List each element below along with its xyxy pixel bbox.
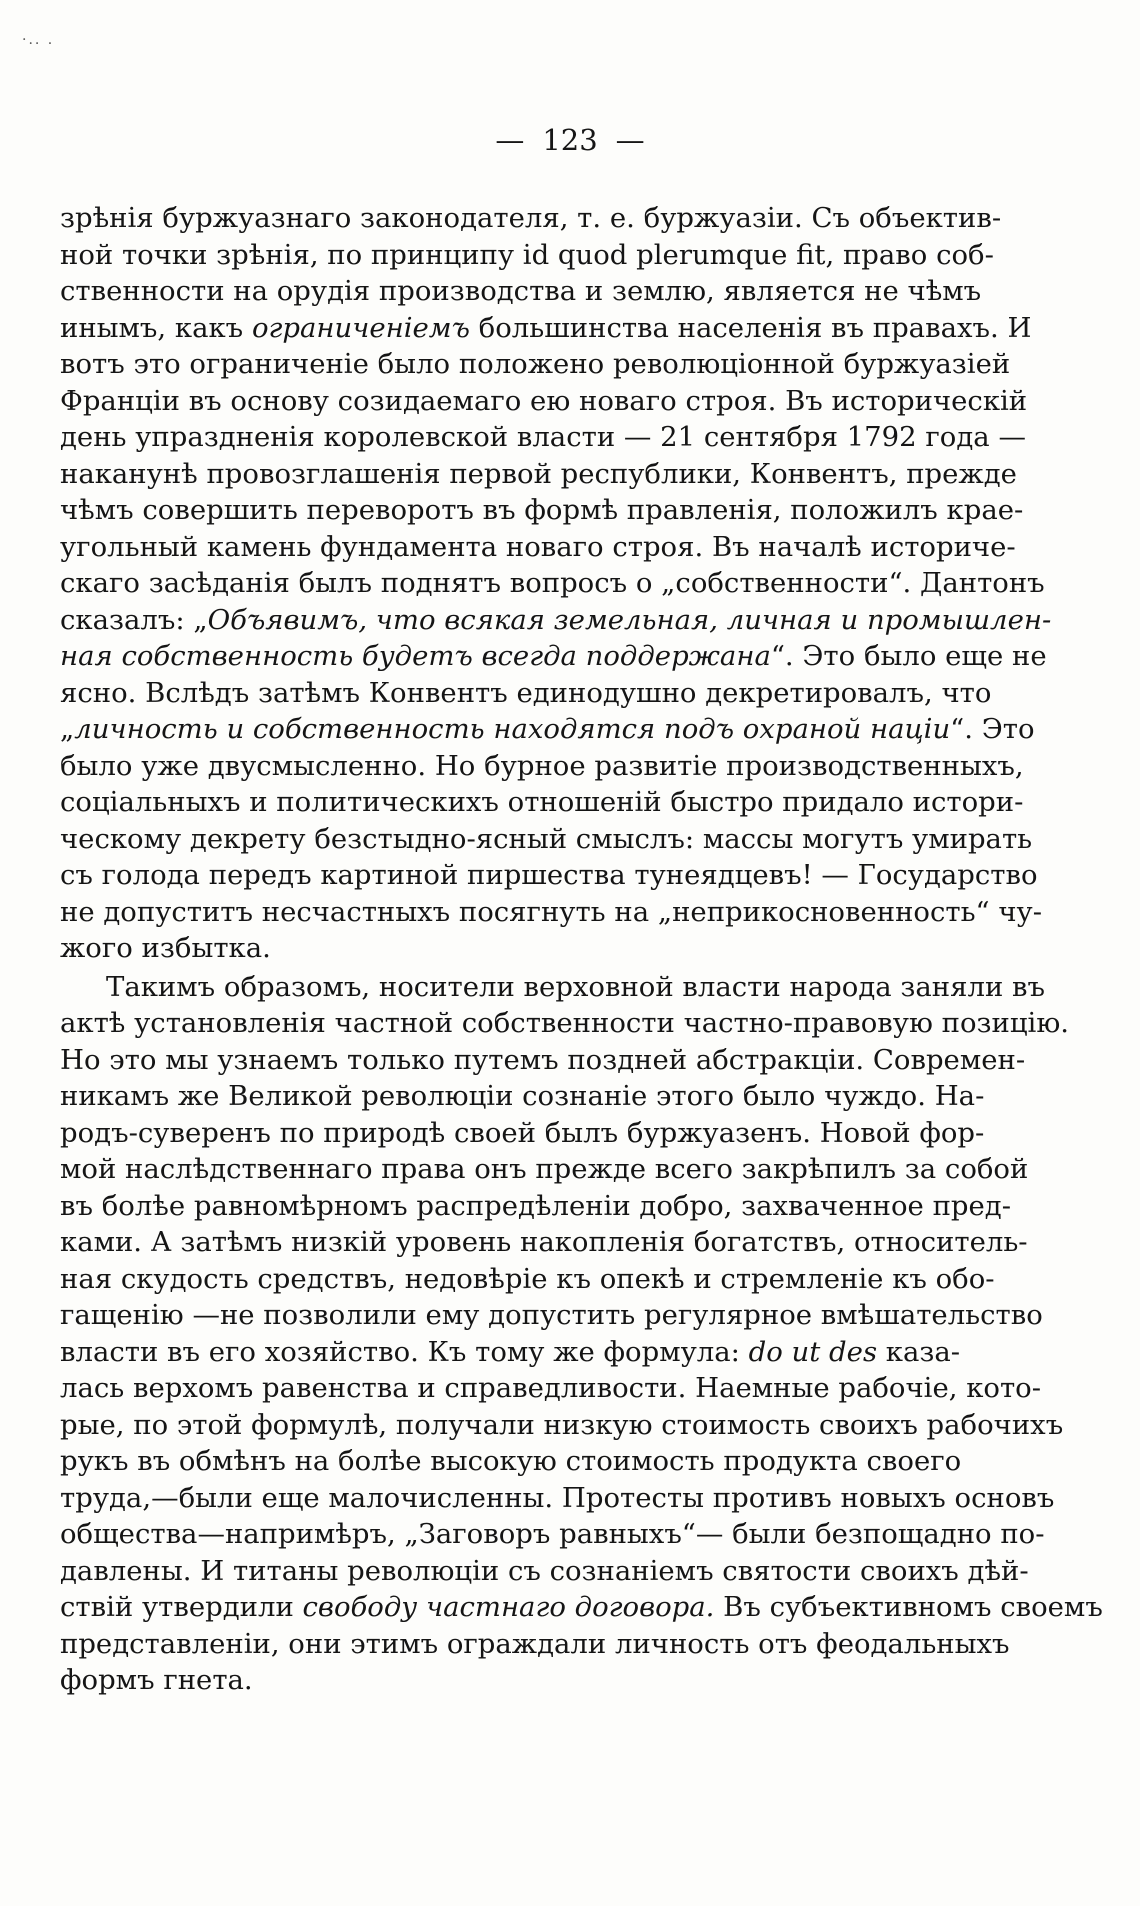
text-line	[60, 1115, 985, 1152]
text-segment: Въ субъективномъ своемъ	[714, 1591, 1103, 1623]
page-number: 123	[542, 123, 598, 157]
text-line	[60, 565, 1045, 602]
text-line	[60, 237, 994, 274]
text-line	[60, 1334, 961, 1371]
text-segment: актѣ установленія частной собственности частно-правовую позицію.	[60, 1007, 1070, 1039]
text-line	[60, 1407, 1064, 1444]
text-segment: мой наслѣдственнаго права онъ прежде всего закрѣпилъ за собой	[60, 1153, 1029, 1185]
text-segment: „	[60, 713, 75, 745]
text-segment: съ голода передъ картиной пиршества тунеядцевъ! — Государство	[60, 859, 1038, 891]
text-segment: ной точки зрѣнія, по принципу id quod plerumque fit, право соб-	[60, 238, 994, 271]
text-segment: Франціи въ основу созидаемаго ею новаго строя. Въ историческій	[60, 384, 1028, 417]
text-line	[60, 1005, 1070, 1042]
text-line	[60, 1662, 958, 1699]
text-line	[60, 1516, 1045, 1553]
text-segment: рые, по этой формулѣ, получали низкую стоимость своихъ рабочихъ	[60, 1408, 1064, 1441]
text-segment: жого избытка.	[60, 932, 271, 964]
text-line	[60, 1626, 1010, 1663]
text-segment: давлены. И титаны революціи съ сознаніемъ святости своихъ дѣй-	[60, 1554, 1029, 1587]
text-line	[60, 529, 1016, 566]
text-segment: родъ-суверенъ по природѣ своей былъ буржуазенъ. Новой фор-	[60, 1116, 985, 1149]
text-line	[60, 1480, 1055, 1517]
text-line	[60, 1078, 985, 1115]
italic-text-segment: ограниченіемъ	[251, 311, 470, 344]
text-line	[60, 748, 1024, 785]
text-segment: чѣмъ совершить переворотъ въ формѣ правленія, положилъ крае-	[60, 494, 1024, 526]
text-line	[60, 969, 1046, 1006]
text-segment: въ болѣе равномѣрномъ распредѣленіи добро, захваченное пред-	[60, 1189, 1012, 1222]
text-line	[60, 1188, 1012, 1225]
text-line	[60, 821, 1033, 858]
text-line	[60, 383, 1028, 420]
italic-text-segment: свободу частнаго договора.	[302, 1591, 715, 1623]
italic-text-segment: личность и собственность находятся подъ охраной націи	[74, 713, 951, 745]
body-text	[60, 200, 1103, 1699]
text-line	[60, 1042, 1026, 1079]
text-segment: ственности на орудія производства и землю, является не чѣмъ	[60, 275, 982, 307]
text-line	[60, 1589, 1103, 1626]
text-segment: общества—напримѣръ, „Заговоръ равныхъ“— были безпощадно по-	[60, 1518, 1045, 1550]
text-line	[60, 1261, 995, 1298]
text-line	[60, 1370, 1042, 1407]
page-number-dash-right: —	[615, 123, 645, 157]
text-segment: ческому декрету безстыдно-ясный смыслъ: массы могутъ умирать	[60, 822, 1033, 855]
text-segment: соціальныхъ и политическихъ отношеній быстро придало истори-	[60, 786, 1024, 818]
corner-mark: ·.. .	[22, 32, 55, 48]
text-line	[60, 1151, 1029, 1188]
text-line	[60, 784, 1024, 821]
text-segment: представленіи, они этимъ ограждали личность отъ феодальныхъ	[60, 1627, 1010, 1660]
text-segment: ствій утвердили	[60, 1591, 303, 1623]
text-segment: зрѣнія буржуазнаго законодателя, т. е. буржуазіи. Съ объектив-	[60, 202, 1002, 234]
text-segment: никамъ же Великой революціи сознаніе этого было чуждо. На-	[60, 1080, 985, 1112]
text-segment: ясно. Вслѣдъ затѣмъ Конвентъ единодушно декретировалъ, что	[60, 676, 992, 709]
text-line	[60, 638, 1047, 675]
text-segment: Такимъ образомъ, носители верховной власти народа заняли въ	[106, 970, 1046, 1003]
text-segment: Но это мы узнаемъ только путемъ поздней абстракціи. Современ-	[60, 1043, 1026, 1076]
text-line	[60, 456, 1017, 493]
text-segment: наканунѣ провозглашенія первой республики, Конвентъ, прежде	[60, 457, 1017, 490]
text-line	[60, 1443, 962, 1480]
text-segment: скаго засѣданія былъ поднятъ вопросъ о „собственности“. Дантонъ	[60, 567, 1045, 599]
text-segment: власти въ его хозяйство. Къ тому же формула:	[60, 1335, 749, 1368]
text-segment: формъ гнета.	[60, 1664, 253, 1696]
text-segment: день упраздненія королевской власти — 21 сентября 1792 года —	[60, 421, 1026, 453]
text-line	[60, 857, 1038, 894]
text-line	[60, 200, 1002, 237]
text-line	[60, 492, 1024, 529]
text-line	[60, 1553, 1029, 1590]
text-line	[60, 894, 1042, 931]
text-line	[60, 602, 1052, 639]
text-segment: “. Это	[950, 713, 1035, 745]
text-segment: большинства населенія въ правахъ. И	[469, 311, 1032, 344]
text-line	[60, 711, 1035, 748]
text-line	[60, 1224, 1028, 1261]
text-segment: сказалъ: „	[60, 603, 208, 636]
text-segment: вотъ это ограниченіе было положено революціонной буржуазіей	[60, 348, 1011, 380]
text-line	[60, 930, 958, 967]
text-line	[60, 273, 982, 310]
text-line	[60, 310, 1032, 347]
text-line	[60, 675, 992, 712]
text-segment: было уже двусмысленно. Но бурное развитіе производственныхъ,	[60, 749, 1024, 782]
text-segment: угольный камень фундамента новаго строя. Въ началѣ историче-	[60, 530, 1016, 563]
text-segment: рукъ въ обмѣнъ на болѣе высокую стоимость продукта своего	[60, 1445, 962, 1477]
text-line	[60, 346, 1011, 383]
italic-text-segment: ная собственность будетъ всегда поддержана	[60, 640, 771, 672]
text-segment: ная скудость средствъ, недовѣріе къ опекѣ и стремленіе къ обо-	[60, 1262, 995, 1295]
text-line	[60, 1297, 1043, 1334]
text-line	[60, 419, 1026, 456]
text-segment: “. Это было еще не	[770, 640, 1047, 672]
text-segment: инымъ, какъ	[60, 311, 252, 344]
text-segment: каза-	[877, 1335, 961, 1368]
text-segment: труда,—были еще малочисленны. Протесты противъ новыхъ основъ	[60, 1481, 1055, 1514]
page-number-dash-left: —	[495, 123, 525, 157]
italic-text-segment: do ut des	[748, 1335, 878, 1368]
text-segment: ками. А затѣмъ низкій уровень накопленія богатствъ, относитель-	[60, 1226, 1028, 1258]
text-segment: лась верхомъ равенства и справедливости. Наемные рабочіе, кото-	[60, 1372, 1042, 1404]
italic-text-segment: Объявимъ, что всякая земельная, личная и промышлен-	[207, 603, 1052, 636]
text-segment: не допуститъ несчастныхъ посягнуть на „неприкосновенность“ чу-	[60, 895, 1042, 928]
text-segment: гащенію —не позволили ему допустить регулярное вмѣшательство	[60, 1299, 1043, 1331]
page-number-header	[0, 122, 1140, 158]
